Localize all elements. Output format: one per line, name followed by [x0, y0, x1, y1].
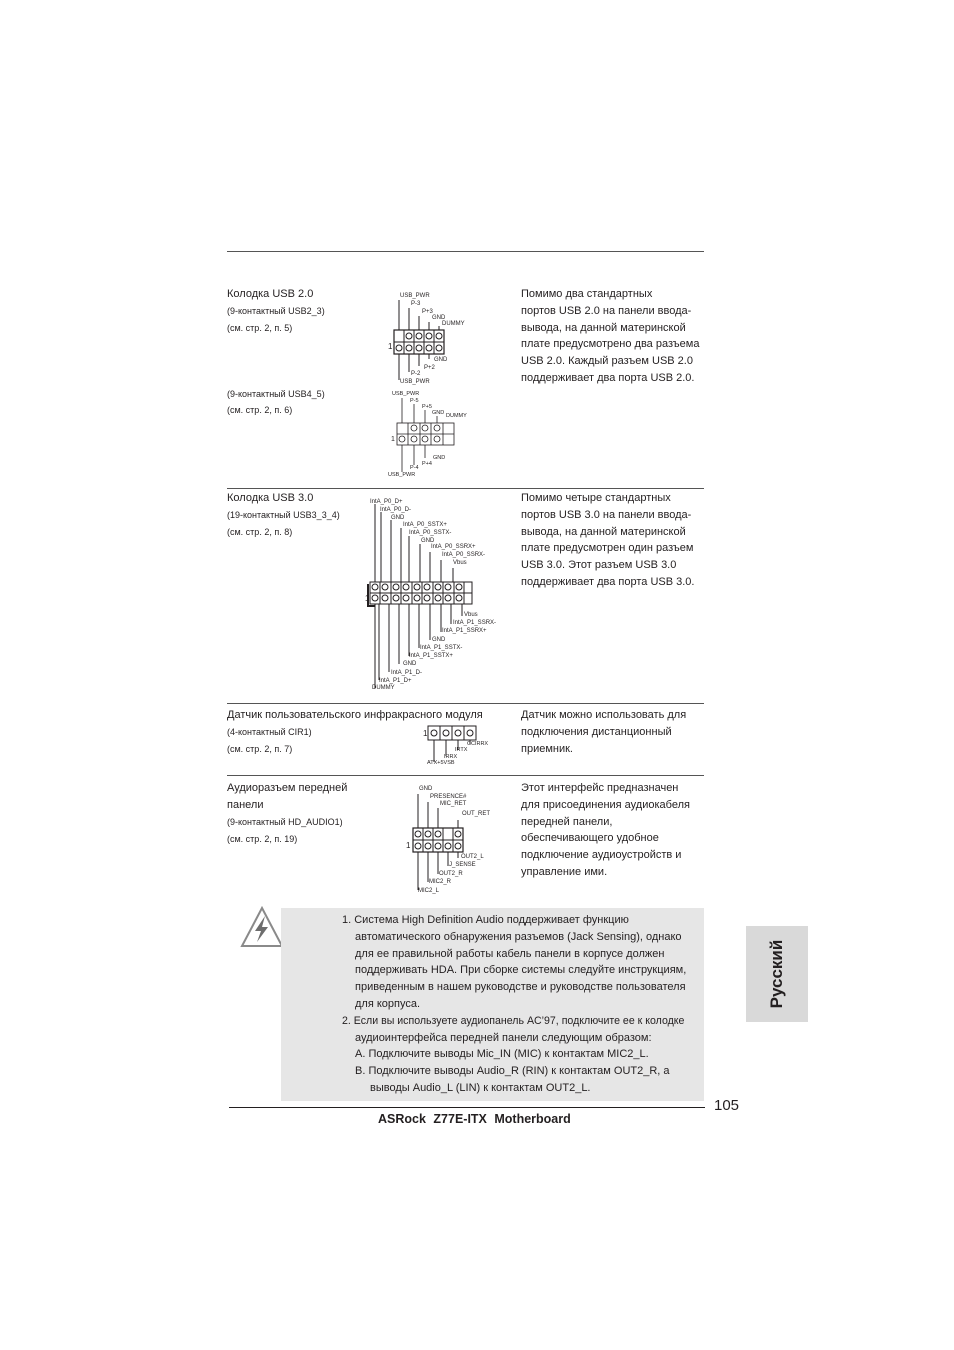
audio-description: [521, 780, 690, 881]
pin-label: IntA_P0_D+: [370, 499, 403, 505]
pin-label: GND: [421, 538, 435, 544]
desc-line: Помимо четыре стандартных: [521, 492, 671, 504]
pin-label: IRRX: [444, 754, 458, 760]
footer-rule: [229, 1107, 705, 1108]
warning-lightning-icon: [240, 906, 284, 948]
pin-label: P-4: [410, 465, 419, 471]
note-line: выводы Audio_L (LIN) к контактам OUT2_L.: [370, 1082, 591, 1094]
audio-ref: (см. стр. 2, п. 19): [227, 834, 298, 844]
pin-label: DUMMY: [372, 685, 395, 691]
desc-line: поддерживает два порта USB 3.0.: [521, 575, 695, 588]
pin-label: GND: [403, 661, 417, 667]
note-line: поддерживать HDA. При сборке системы следуйте инструкциям,: [355, 964, 687, 976]
desc-line: приемник.: [521, 742, 573, 755]
pin-label: GND: [432, 410, 445, 416]
audio-sub: (9-контактный HD_AUDIO1): [227, 817, 343, 827]
pin-label: IntA_P0_SSTX-: [409, 530, 452, 536]
pin-label: MIC2_L: [418, 888, 440, 894]
section-divider: [227, 703, 704, 704]
note-line: приведенным в нашем руководстве и руководстве пользователя: [355, 981, 686, 993]
pin-label: USB_PWR: [400, 293, 430, 299]
language-side-tab-label: Русский: [767, 939, 786, 1009]
section-divider: [227, 488, 704, 489]
desc-line: Помимо два стандартных: [521, 288, 653, 300]
usb2-ref1: (см. стр. 2, п. 5): [227, 323, 293, 333]
note-line: автоматического обнаружения разъемов (Jack Sensing), однако: [355, 931, 682, 943]
usb2-3-header-diagram: [385, 292, 505, 387]
pin-label: USB_PWR: [400, 379, 430, 385]
audio-title-line2: панели: [227, 799, 264, 811]
pin-one-marker: 1: [406, 841, 411, 850]
pin-label: IRTX: [455, 747, 468, 753]
desc-line: USB 2.0. Каждый разъем USB 2.0: [521, 355, 693, 368]
desc-line: плате предусмотрено два разъема: [521, 338, 700, 351]
pin-label: ATX+5VSB: [427, 760, 455, 766]
cir-description: [521, 707, 686, 757]
cir-sub: (4-контактный CIR1): [227, 727, 312, 737]
usb2-ref2: (см. стр. 2, п. 6): [227, 405, 293, 415]
usb2-sub2: (9-контактный USB4_5): [227, 389, 325, 399]
pin-label: OUT2_L: [461, 854, 484, 860]
desc-line: вывода, на данной материнской: [521, 321, 686, 334]
pin-label: GND: [419, 786, 433, 792]
top-rule: [227, 251, 704, 252]
pin-label: CCIRRX: [467, 741, 489, 747]
note-line: A. Подключите выводы Mic_IN (MIC) к контактам MIC2_L.: [355, 1048, 649, 1060]
pin-label: DUMMY: [442, 321, 465, 327]
desc-line: Этот интерфейс предназначен: [521, 782, 679, 794]
pin-label: P+4: [422, 461, 432, 467]
pin-label: OUT_RET: [462, 811, 491, 817]
usb4-5-header-diagram: [385, 390, 505, 480]
pin-label: GND: [434, 357, 448, 363]
pin-label: OUT2_R: [439, 871, 463, 877]
pin-label: IntA_P1_D+: [379, 678, 412, 684]
pin-label: P+2: [424, 365, 435, 371]
pin-label: IntA_P0_SSTX+: [403, 522, 447, 528]
note-line: 2. Если вы используете аудиопанель AC’97, подключите ее к колодке: [342, 1015, 685, 1027]
pin-label: Vbus: [453, 560, 467, 566]
audio-title-line1: Аудиоразъем передней: [227, 782, 348, 794]
pin-one-marker: 1: [388, 342, 393, 351]
pin-label: MIC_RET: [440, 801, 467, 807]
pin-label: USB_PWR: [388, 472, 416, 478]
pin-label: GND: [433, 455, 446, 461]
pin-one-marker: 1: [391, 436, 395, 443]
pin-label: IntA_P1_SSTX-: [420, 645, 463, 651]
note-line: для корпуса.: [355, 998, 421, 1010]
pin-label: IntA_P1_SSTX+: [409, 653, 453, 659]
desc-line: передней панели,: [521, 815, 613, 828]
pin-label: GND: [391, 515, 405, 521]
usb3-title: Колодка USB 3.0: [227, 492, 314, 504]
pin-one-marker: 1: [365, 594, 370, 603]
usb3-description: [521, 490, 694, 591]
desc-line: для присоединения аудиокабеля: [521, 798, 690, 811]
note-line: B. Подключите выводы Audio_R (RIN) к контактам OUT2_R, а: [355, 1065, 670, 1077]
desc-line: Датчик можно использовать для: [521, 709, 687, 721]
usb2-title: Колодка USB 2.0: [227, 288, 314, 300]
pin-label: P-2: [411, 371, 421, 377]
pin-label: P+5: [422, 404, 432, 410]
desc-line: подключения дистанционный: [521, 725, 672, 738]
footer-product: ASRock Z77E-ITX Motherboard: [378, 1112, 571, 1126]
desc-line: управление ими.: [521, 865, 608, 878]
pin-label: IntA_P1_SSRX+: [442, 628, 487, 634]
pin-label: MIC2_R: [429, 879, 452, 885]
usb2-description: [521, 286, 699, 387]
desc-line: поддерживает два порта USB 2.0.: [521, 371, 695, 384]
desc-line: портов USB 2.0 на панели ввода-: [521, 304, 692, 317]
desc-line: портов USB 3.0 на панели ввода-: [521, 508, 692, 521]
usb3-sub: (19-контактный USB3_3_4): [227, 510, 340, 520]
note-line: для ее правильной работы кабель панели в корпусе должен: [355, 948, 665, 960]
section-divider: [227, 775, 704, 776]
pin-label: IntA_P1_D-: [391, 670, 423, 676]
note-line: 1. Система High Definition Audio поддерживает функцию: [342, 914, 629, 926]
pin-label: P+3: [422, 309, 433, 315]
pin-label: J_SENSE: [449, 862, 476, 868]
pin-label: P-5: [410, 398, 419, 404]
pin-label: P-3: [411, 301, 421, 307]
pin-label: USB_PWR: [392, 391, 420, 397]
desc-line: плате предусмотрен один разъем: [521, 542, 694, 555]
cir-title: Датчик пользовательского инфракрасного модуля: [227, 709, 483, 721]
pin-label: IntA_P0_D-: [380, 507, 412, 513]
language-side-tab: [746, 926, 808, 1022]
cir-ref: (см. стр. 2, п. 7): [227, 744, 293, 754]
pin-label: GND: [432, 315, 446, 321]
desc-line: обеспечивающего удобное: [521, 832, 659, 845]
pin-label: Vbus: [464, 612, 478, 618]
pin-label: GND: [432, 637, 446, 643]
usb2-sub1: (9-контактный USB2_3): [227, 306, 325, 316]
desc-line: вывода, на данной материнской: [521, 525, 686, 538]
desc-line: подключение аудиоустройств и: [521, 849, 682, 862]
pin-label: IntA_P0_SSRX-: [442, 552, 486, 558]
pin-label: DUMMY: [446, 413, 467, 419]
desc-line: USB 3.0. Этот разъем USB 3.0: [521, 559, 677, 572]
usb3-ref: (см. стр. 2, п. 8): [227, 527, 293, 537]
pin-label: IntA_P0_SSRX+: [431, 544, 476, 550]
pin-label: IntA_P1_SSRX-: [453, 620, 497, 626]
pin-label: PRESENCE#: [430, 794, 467, 800]
pin-one-marker: 1: [423, 729, 428, 738]
page-number: 105: [714, 1097, 740, 1114]
note-line: аудиоинтерфейса передней панели следующим образом:: [355, 1032, 652, 1044]
